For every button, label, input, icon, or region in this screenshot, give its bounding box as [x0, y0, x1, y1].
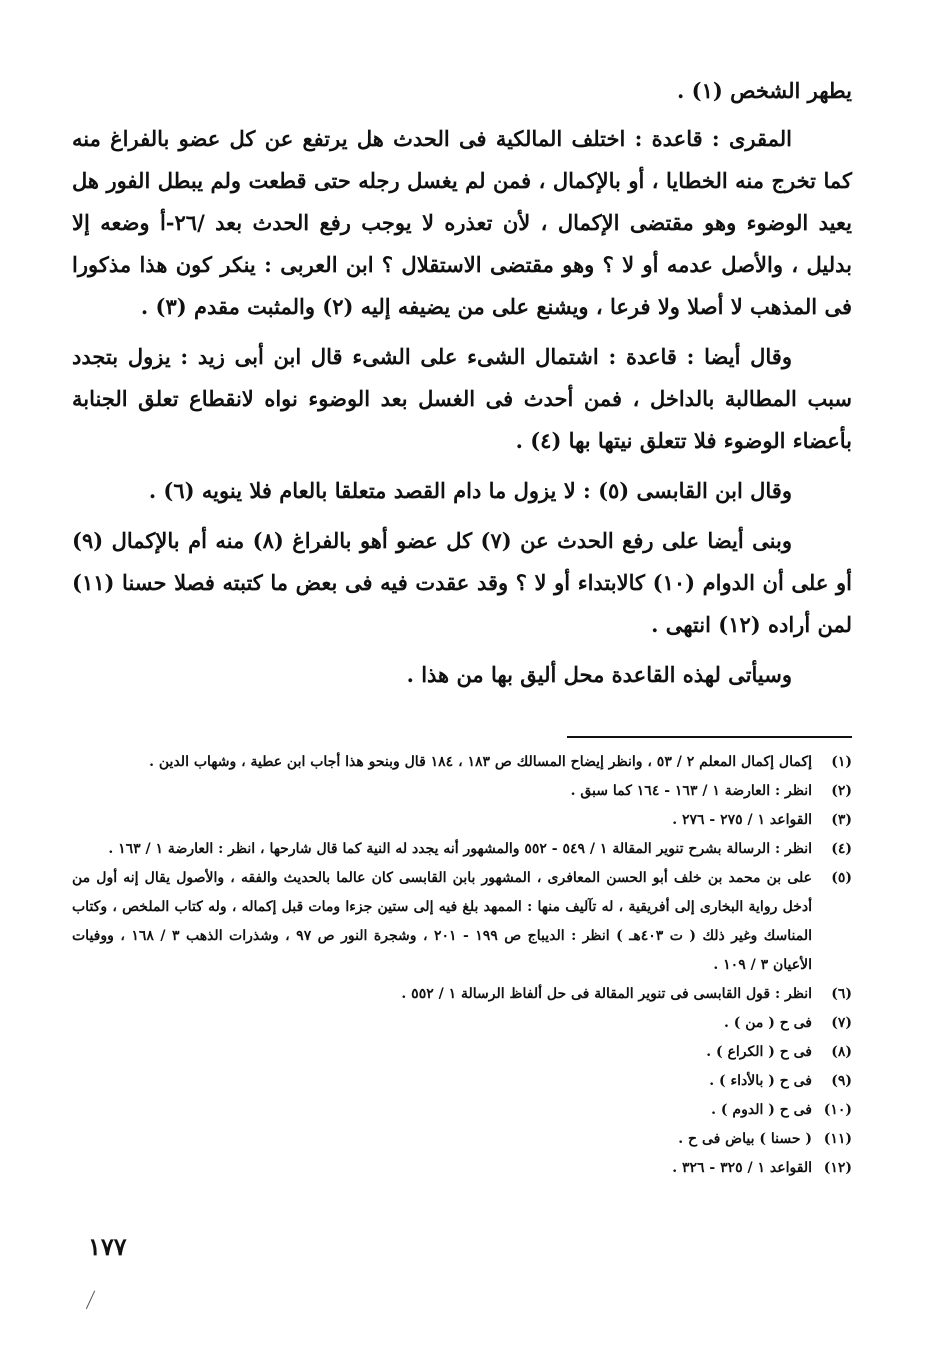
paragraph-4: وقال ابن القابسى (٥) : لا يزول ما دام القصد متعلقا بالعام فلا ينويه (٦) . — [148, 478, 792, 503]
paragraph-3: وقال أيضا : قاعدة : اشتمال الشىء على الشىء قال ابن أبى زيد : يزول بتجدد سبب المطالبة بالداخل ، فمن أحدث فى الغسل بعد الوضوء نواه لانقطاع تعلق الجنابة بأعضاء الوضوء فلا تتعلق نيتها بها (٤) . — [72, 344, 852, 453]
footnote — [72, 1125, 852, 1154]
footnote-number: (٣) — [831, 812, 852, 828]
footnote — [72, 806, 852, 835]
footnote-number: (٢) — [831, 783, 852, 799]
footnote-text: فى ح ( الدوم ) . — [711, 1102, 812, 1118]
footnote-text: القواعد ١ / ٣٢٥ - ٣٢٦ . — [672, 1160, 812, 1176]
page-number: ١٧٧ — [88, 1232, 127, 1261]
footnote-text: على بن محمد بن خلف أبو الحسن المعافرى ، المشهور بابن القابسى كان عالما بالحديث والفقه ، والأصول يقال إنه أول من أدخل رواية البخارى إلى أفريقية ، له تآليف منها : الممهد بلغ فيه إلى ستين جزءا ومات قبل إكماله ، وله كتاب الملخص ، وكتاب المناسك وغير ذلك ( ت ٤٠٣هـ ) انظر : الديباج ص ١٩٩ - ٢٠١ ، وشجرة النور ص ٩٧ ، وشذرات الذهب ٣ / ١٦٨ ، ووفيات الأعيان ٣ / ١٠٩ . — [72, 870, 813, 973]
footnote-number: (١٢) — [823, 1160, 852, 1176]
footnote-number: (٨) — [831, 1044, 852, 1060]
footnote-text: انظر : الرسالة بشرح تنوير المقالة ١ / ٥٤٩ - ٥٥٢ والمشهور أنه يجدد له النية كما قال شارحها ، انظر : العارضة ١ / ١٦٣ . — [108, 841, 812, 857]
footnote — [72, 835, 852, 864]
footnote-text: ( حسنا ) بياض فى ح . — [678, 1131, 812, 1147]
footnote-number: (١١) — [823, 1131, 852, 1147]
paragraph-6: وسيأتى لهذه القاعدة محل أليق بها من هذا . — [406, 662, 792, 687]
footnote — [72, 864, 852, 980]
footnote-text: انظر : قول القابسى فى تنوير المقالة فى حل ألفاظ الرسالة ١ / ٥٥٢ . — [401, 986, 812, 1002]
footnote-number: (٩) — [831, 1073, 852, 1089]
footnote-number: (١) — [831, 754, 852, 770]
footnote — [72, 1009, 852, 1038]
footnote — [72, 1096, 852, 1125]
footnote-text: فى ح ( الكراع ) . — [706, 1044, 812, 1060]
footnote-separator — [567, 736, 852, 738]
footnotes — [72, 748, 852, 1183]
paragraph-5: وبنى أيضا على رفع الحدث عن (٧) كل عضو أهو بالفراغ (٨) منه أم بالإكمال (٩) أو على أن الدوام (١٠) كالابتداء أو لا ؟ وقد عقدت فيه فى بعض ما كتبته فصلا حسنا (١١) لمن أراده (١٢) انتهى . — [72, 528, 852, 637]
footnote — [72, 777, 852, 806]
footnote-text: إكمال إكمال المعلم ٢ / ٥٣ ، وانظر إيضاح المسالك ص ١٨٣ ، ١٨٤ قال وبنحو هذا أجاب ابن عطية ، وشهاب الدين . — [149, 754, 812, 770]
footnote-number: (٧) — [831, 1015, 852, 1031]
footnote-text: فى ح ( بالأداء ) . — [709, 1073, 812, 1089]
footnote — [72, 980, 852, 1009]
main-text — [72, 70, 852, 696]
footnote-number: (٦) — [831, 986, 852, 1002]
footnote-text: انظر : العارضة ١ / ١٦٣ - ١٦٤ كما سبق . — [570, 783, 812, 799]
footnote — [72, 1067, 852, 1096]
footnote-text: فى ح ( من ) . — [723, 1015, 812, 1031]
footnote-number: (٤) — [831, 841, 852, 857]
footnote-number: (٥) — [831, 870, 852, 886]
page — [72, 70, 852, 1183]
stray-pen-mark — [86, 1291, 96, 1310]
footnote — [72, 748, 852, 777]
footnote — [72, 1038, 852, 1067]
footnote-text: القواعد ١ / ٢٧٥ - ٢٧٦ . — [672, 812, 812, 828]
footnote-number: (١٠) — [823, 1102, 852, 1118]
paragraph-2: المقرى : قاعدة : اختلف المالكية فى الحدث هل يرتفع عن كل عضو بالفراغ منه كما تخرج منه الخطايا ، أو بالإكمال ، فمن لم يغسل رجله حتى قطعت ولم يبطل الفور هل يعيد الوضوء وهو مقتضى الإكمال ، لأن تعذره لا يوجب رفع الحدث بعد /٢٦-أ وضعه إلا بدليل ، والأصل عدمه أو لا ؟ وهو مقتضى الاستقلال ؟ ابن العربى : ينكر كون هذا مذكورا فى المذهب لا أصلا ولا فرعا ، ويشنع على من يضيفه إليه (٢) والمثبت مقدم (٣) . — [72, 126, 852, 319]
paragraph-1: يطهر الشخص (١) . — [677, 78, 852, 103]
footnote — [72, 1154, 852, 1183]
